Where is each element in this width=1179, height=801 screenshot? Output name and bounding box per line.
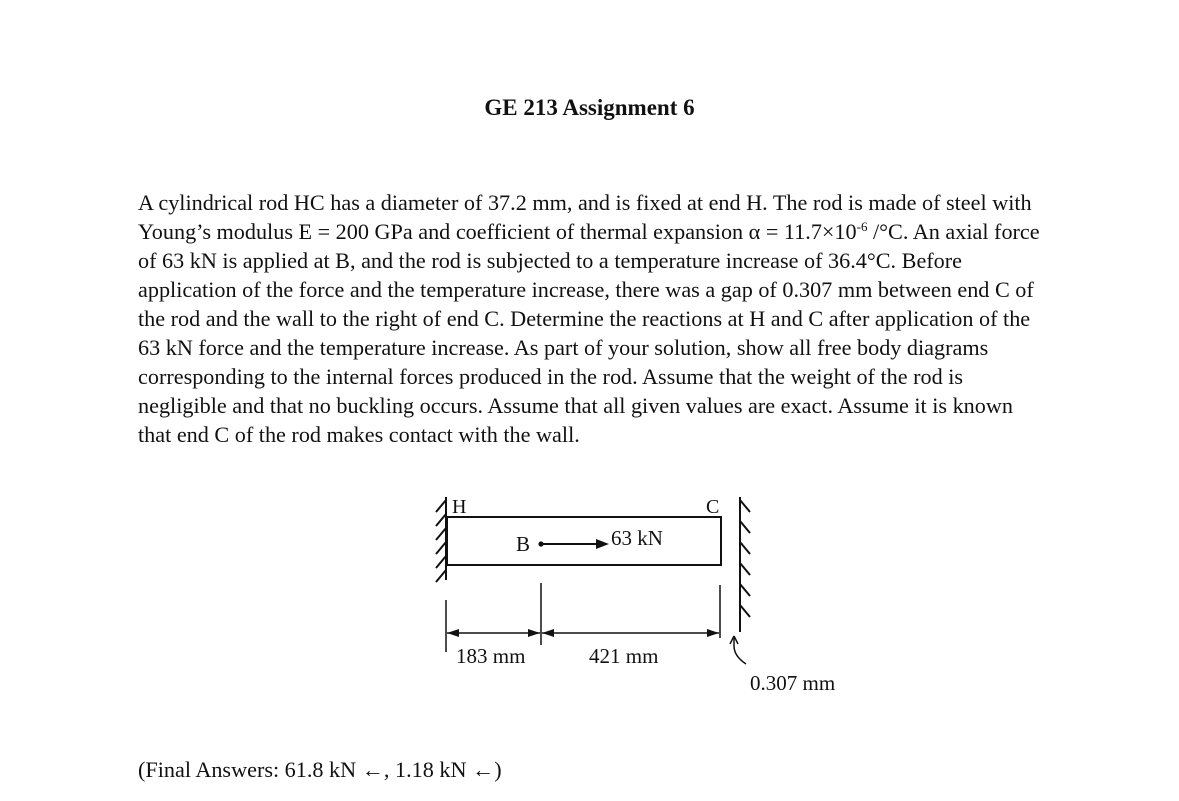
- right-wall: [740, 497, 750, 632]
- force-arrowhead: [596, 539, 609, 549]
- force-label: 63 kN: [611, 526, 663, 550]
- problem-text-rest: /°C. An axial force of 63 kN is applied at B, and the rod is subjected to a temperature increase of 36.4°C. Before application of the force and the temperature increase, there was a gap of 0.307 mm between end C of the rod and the wall to the right of end C. Determine the reactions at H and C after application of the 63 kN force and the temperature increase. As part of your solution, show all free body diagrams corresponding to the internal forces produced in the rod. Assume that the weight of the rod is negligible and that no buckling occurs. Assume that all given values are exact. Assume it is known that end C of the rod makes contact with the wall.: [138, 219, 1040, 447]
- rod: [447, 517, 721, 565]
- label-c: C: [706, 496, 720, 518]
- problem-text-intro: A cylindrical rod HC has a diameter of 37.2 mm, and is fixed at end H. The rod is made of steel with Young’s modulus E = 200 GPa and coefficient of thermal expansion α = 11.7×10: [138, 190, 1032, 244]
- left-wall: [436, 497, 446, 582]
- dimension-bc: [542, 629, 719, 637]
- assignment-title: GE 213 Assignment 6: [484, 95, 695, 120]
- label-h: H: [452, 496, 467, 518]
- final-answers: (Final Answers: 61.8 kN ←, 1.18 kN ←): [138, 757, 502, 782]
- dim-bc-label: 421 mm: [589, 644, 659, 668]
- dim-hb-label: 183 mm: [456, 644, 526, 668]
- gap-label: 0.307 mm: [750, 671, 836, 695]
- point-b: [538, 541, 543, 546]
- dimension-hb: [447, 629, 540, 637]
- dimension-extensions: [446, 583, 720, 652]
- exponent: -6: [856, 219, 868, 234]
- gap-leader: [730, 636, 746, 664]
- label-b: B: [516, 532, 531, 556]
